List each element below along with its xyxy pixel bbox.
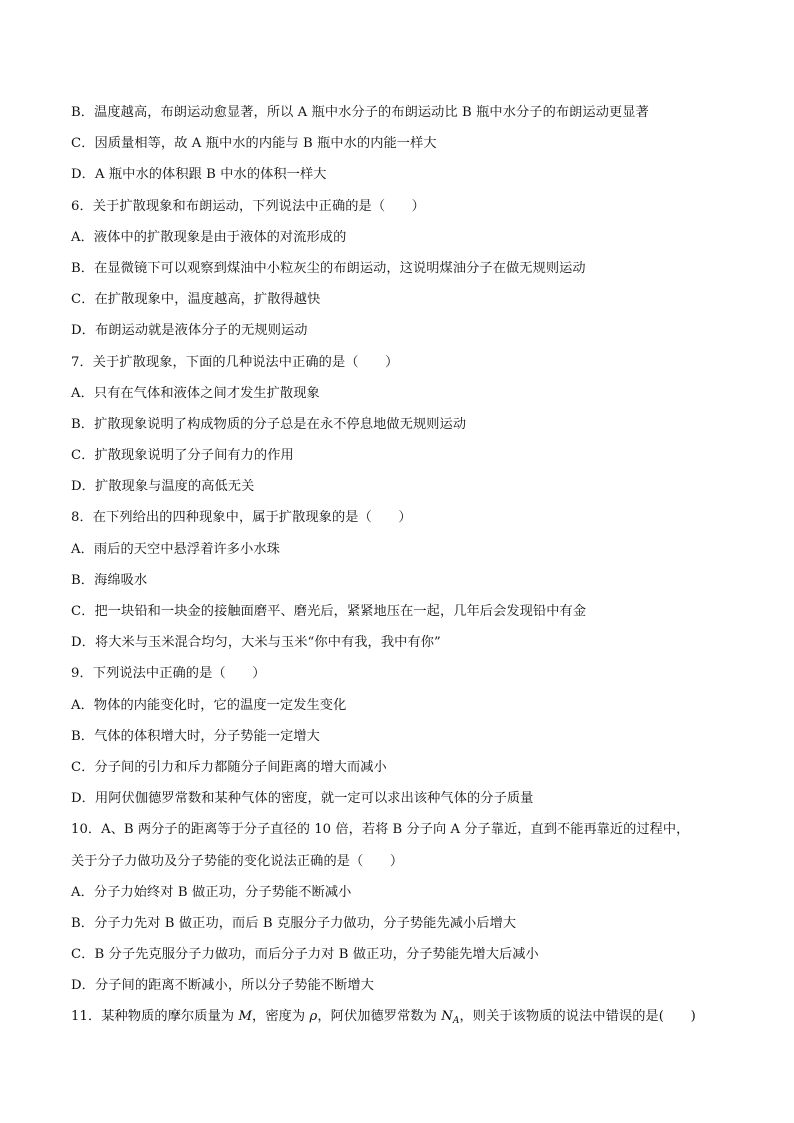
q11-text-part2: ，密度为 [252, 1009, 310, 1025]
option-line: A．液体中的扩散现象是由于液体的对流形成的 [71, 229, 347, 245]
option-line: C．把一块铅和一块金的接触面磨平、磨光后，紧紧地压在一起，几年后会发现铅中有金 [71, 604, 587, 619]
q11-var-density: ρ [309, 1009, 318, 1025]
option-line: B．海绵吸水 [71, 572, 148, 588]
option-line: A．雨后的天空中悬浮着许多小水珠 [71, 541, 280, 557]
option-line: C．扩散现象说明了分子间有力的作用 [71, 448, 294, 464]
option-line: D．扩散现象与温度的高低无关 [71, 479, 255, 495]
q11-var-avogadro: N [441, 1009, 453, 1025]
option-line: D．用阿伏伽德罗常数和某种气体的密度，就一定可以求出该种气体的分子质量 [71, 791, 534, 807]
q11-text-part3: ，阿伏加德罗常数为 [317, 1009, 442, 1025]
q11-var-molar-mass: M [238, 1009, 253, 1025]
question-stem-7: 7．关于扩散现象，下面的几种说法中正确的是（ ） [71, 354, 399, 370]
option-line: C．分子间的引力和斥力都随分子间距离的增大而减小 [71, 759, 387, 775]
q11-var-avogadro-subscript: A [452, 1016, 460, 1027]
option-line: D．A 瓶中水的体积跟 B 中水的体积一样大 [71, 167, 327, 183]
option-line: D．将大米与玉米混合均匀，大米与玉米“你中有我，我中有你” [71, 635, 441, 651]
question-content [71, 97, 731, 1033]
question-stem-8: 8．在下列给出的四种现象中，属于扩散现象的是（ ） [71, 510, 412, 526]
option-line: B．温度越高，布朗运动愈显著，所以 A 瓶中水分子的布朗运动比 B 瓶中水分子的布朗运动更显著 [71, 105, 649, 120]
question-stem-10-continued: 关于分子力做功及分子势能的变化说法正确的是（ ） [71, 853, 404, 869]
q11-text-part4: ，则关于该物质的说法中错误的是( ) [459, 1009, 696, 1025]
q11-text-part1: 11．某种物质的摩尔质量为 [71, 1009, 239, 1025]
option-line: C．在扩散现象中，温度越高，扩散得越快 [71, 292, 321, 308]
option-line: A．物体的内能变化时，它的温度一定发生变化 [71, 697, 347, 713]
question-stem-10: 10．A、B 两分子的距离等于分子直径的 10 倍，若将 B 分子向 A 分子靠近，直到不能再靠近的过程中， [71, 822, 690, 838]
question-stem-6: 6．关于扩散现象和布朗运动，下列说法中正确的是（ ） [71, 198, 425, 214]
option-line: C．因质量相等，故 A 瓶中水的内能与 B 瓶中水的内能一样大 [71, 136, 437, 152]
option-line: D．分子间的距离不断减小，所以分子势能不断增大 [71, 978, 374, 994]
question-stem-11 [71, 1001, 731, 1032]
option-line: B．气体的体积增大时，分子势能一定增大 [71, 728, 320, 744]
option-line: B．在显微镜下可以观察到煤油中小粒灰尘的布朗运动，这说明煤油分子在做无规则运动 [71, 260, 586, 276]
option-line: A．分子力始终对 B 做正功，分子势能不断减小 [71, 884, 352, 900]
option-line: B．扩散现象说明了构成物质的分子总是在永不停息地做无规则运动 [71, 416, 467, 432]
question-stem-9: 9．下列说法中正确的是（ ） [71, 666, 266, 682]
option-line: B．分子力先对 B 做正功，而后 B 克服分子力做功，分子势能先减小后增大 [71, 915, 517, 931]
option-line: D．布朗运动就是液体分子的无规则运动 [71, 323, 308, 339]
option-line: A．只有在气体和液体之间才发生扩散现象 [71, 385, 320, 401]
option-line: C．B 分子先克服分子力做功，而后分子力对 B 做正功，分子势能先增大后减小 [71, 947, 539, 963]
